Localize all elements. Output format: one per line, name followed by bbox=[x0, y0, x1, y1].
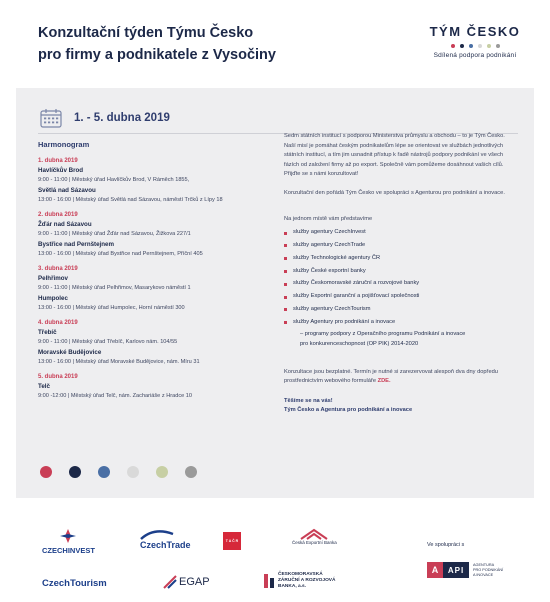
czechtourism-text: CzechTourism bbox=[42, 578, 107, 589]
time-slot: 13:00 - 16:00 | Městský úřad Humpolec, Horní náměstí 300 bbox=[38, 305, 185, 311]
service-item: služby Exportní garanční a pojišťovací společnosti bbox=[284, 292, 512, 302]
czechtrade-swoosh-icon bbox=[140, 530, 174, 540]
day-date: 4. dubna 2019 bbox=[38, 320, 78, 326]
cmzrb-line-2: ZÁRUČNÍ A ROZVOJOVÁ bbox=[278, 578, 336, 583]
calendar-icon bbox=[40, 108, 62, 128]
cmzrb-line-1: ČESKOMORAVSKÁ bbox=[278, 572, 323, 577]
api-text bbox=[473, 563, 503, 578]
day-date: 1. dubna 2019 bbox=[38, 158, 78, 164]
czechtourism-logo bbox=[42, 578, 107, 589]
time-slot: 13:00 - 16:00 | Městský úřad Světlá nad Sázavou, náměstí Trčků z Lípy 18 bbox=[38, 197, 223, 203]
city-name: Bystřice nad Pernštejnem bbox=[38, 241, 114, 248]
time-slot: 9:00 - 11:00 | Městský úřad Třebíč, Karlovo nám. 104/55 bbox=[38, 339, 178, 345]
api-mark-icon bbox=[427, 562, 469, 578]
registration-body: Konzultace jsou bezplatné. Termín je nutné si zarezervovat alespoň dva dny dopředu prostřednictvím webového formuláře bbox=[284, 368, 498, 385]
time-slot: 9:00 - 11:00 | Městský úřad Pelhřimov, Masarykovo náměstí 1 bbox=[38, 285, 191, 291]
color-circle bbox=[98, 466, 110, 478]
city-name: Moravské Budějovice bbox=[38, 349, 102, 356]
brand-dot bbox=[460, 44, 464, 48]
cmzrb-mark-icon bbox=[263, 573, 275, 589]
services-list bbox=[284, 228, 512, 327]
ceb-mark-icon bbox=[299, 528, 329, 540]
color-circle bbox=[127, 466, 139, 478]
time-slot: 9:00 - 11:00 | Městský úřad Havlíčkův Brod, V Ráměch 1855, bbox=[38, 177, 190, 183]
cmzrb-line-3: BANKA, a.s. bbox=[278, 584, 306, 589]
api-line-2: PRO PODNIKÁNÍ bbox=[473, 567, 504, 572]
closing-line-1: Těšíme se na vás! bbox=[284, 397, 333, 404]
service-item: služby České exportní banky bbox=[284, 267, 512, 277]
organizer-text: Konzultační den pořádá Tým Česko ve spolupráci s Agenturou pro podnikání a inovace. bbox=[284, 189, 505, 196]
brand-dots bbox=[420, 44, 530, 48]
brand-name: TÝM ČESKO bbox=[429, 24, 521, 39]
tym-cesko-logo bbox=[420, 24, 530, 59]
schedule-day bbox=[38, 374, 278, 399]
cooperation-label: Ve spolupráci s bbox=[427, 542, 465, 548]
city-name: Světlá nad Sázavou bbox=[38, 187, 96, 194]
schedule-day bbox=[38, 320, 278, 365]
color-circle bbox=[69, 466, 81, 478]
schedule-day bbox=[38, 266, 278, 311]
content-panel bbox=[16, 88, 534, 498]
info-column bbox=[284, 132, 512, 416]
event-dates: 1. - 5. dubna 2019 bbox=[74, 112, 170, 124]
cmzrb-logo bbox=[263, 572, 335, 590]
closing bbox=[284, 397, 512, 416]
czechinvest-logo bbox=[42, 528, 95, 555]
brand-dot bbox=[487, 44, 491, 48]
tacr-text: T A Č R bbox=[225, 539, 239, 543]
czechtrade-logo bbox=[140, 530, 191, 550]
schedule-title: Harmonogram bbox=[38, 140, 90, 149]
city-name: Třebíč bbox=[38, 329, 57, 336]
color-circle bbox=[185, 466, 197, 478]
schedule bbox=[38, 140, 278, 408]
cmzrb-text bbox=[278, 572, 335, 590]
ceb-logo bbox=[292, 528, 337, 545]
czechtrade-text: CzechTrade bbox=[140, 540, 191, 550]
partner-logos bbox=[0, 498, 550, 602]
title-line-2: pro firmy a podnikatele z Vysočiny bbox=[38, 47, 276, 63]
event-date-row bbox=[40, 108, 170, 128]
brand-tagline: Sdílená podpora podnikání bbox=[433, 52, 517, 59]
api-mark-text: API bbox=[443, 562, 469, 578]
brand-dot bbox=[478, 44, 482, 48]
closing-line-2: Tým Česko a Agentura pro podnikání a inovace bbox=[284, 407, 413, 414]
api-mark-a: A bbox=[427, 562, 443, 578]
service-item: služby Českomoravské záruční a rozvojové banky bbox=[284, 279, 512, 289]
schedule-day bbox=[38, 212, 278, 257]
time-slot: 9:00 -12:00 | Městský úřad Telč, nám. Zachariáše z Hradce 10 bbox=[38, 393, 193, 399]
time-slot: 9:00 - 11:00 | Městský úřad Žďár nad Sázavou, Žižkova 227/1 bbox=[38, 231, 191, 237]
service-item: služby Agentury pro podnikání a inovace bbox=[284, 318, 512, 328]
time-slot: 13:00 - 16:00 | Městský úřad Moravské Budějovice, nám. Míru 31 bbox=[38, 359, 200, 365]
api-line-3: A INOVACE bbox=[473, 572, 494, 577]
registration-text bbox=[284, 368, 512, 387]
schedule-days bbox=[38, 158, 278, 399]
services-sub-line-1: – programy podpory z Operačního programu Podnikání a inovace bbox=[300, 331, 466, 338]
services-sub-line-2: pro konkurenceschopnost (OP PIK) 2014-2020 bbox=[300, 341, 419, 347]
time-slot: 13:00 - 16:00 | Městský úřad Bystřice nad Pernštejnem, Příční 405 bbox=[38, 251, 203, 257]
egap-logo bbox=[163, 575, 210, 589]
intro-text: Sedm státních institucí s podporou Ministerstva průmyslu a obchodu – to je Tým Česko. Naší misí je pomáhat českým podnikatelům lépe se orientovat ve službách jednotlivých státních institucí, a tím jim usnadnit přístup k řadě nástrojů podpory podnikání ve všech fázích od založení firmy až po export. Společně vám pomůžeme dosáhnout vašich cílů. Přijďte se s námi konzultovat! bbox=[284, 133, 505, 178]
city-name: Pelhřimov bbox=[38, 275, 68, 282]
day-date: 5. dubna 2019 bbox=[38, 374, 78, 380]
service-item: služby agentury CzechInvest bbox=[284, 228, 512, 238]
czechinvest-mark-icon bbox=[59, 528, 77, 544]
color-circles bbox=[40, 466, 197, 478]
city-name: Havlíčkův Brod bbox=[38, 167, 84, 174]
brand-dot bbox=[451, 44, 455, 48]
city-name: Telč bbox=[38, 383, 50, 390]
color-circle bbox=[156, 466, 168, 478]
registration-link[interactable]: ZDE. bbox=[377, 378, 391, 385]
tacr-logo bbox=[223, 532, 241, 550]
czechinvest-text: CZECHINVEST bbox=[42, 546, 95, 555]
day-date: 2. dubna 2019 bbox=[38, 212, 78, 218]
brand-dot bbox=[496, 44, 500, 48]
city-name: Humpolec bbox=[38, 295, 68, 302]
brand-dot bbox=[469, 44, 473, 48]
api-line-1: AGENTURA bbox=[473, 562, 495, 567]
egap-text: EGAP bbox=[179, 576, 210, 588]
egap-mark-icon bbox=[163, 575, 177, 589]
service-item: služby agentury CzechTrade bbox=[284, 241, 512, 251]
color-circle bbox=[40, 466, 52, 478]
title-line-1: Konzultační týden Týmu Česko bbox=[38, 25, 254, 41]
api-logo bbox=[427, 562, 503, 578]
schedule-day bbox=[38, 158, 278, 203]
page-title bbox=[38, 22, 368, 66]
service-item: služby agentury CzechTourism bbox=[284, 305, 512, 315]
header bbox=[0, 0, 550, 88]
services-intro: Na jednom místě vám představíme bbox=[284, 215, 373, 222]
city-name: Žďár nad Sázavou bbox=[38, 221, 92, 228]
day-date: 3. dubna 2019 bbox=[38, 266, 78, 272]
service-item: služby Technologické agentury ČR bbox=[284, 254, 512, 264]
ceb-text: Česká Exportní Banka bbox=[292, 540, 337, 545]
